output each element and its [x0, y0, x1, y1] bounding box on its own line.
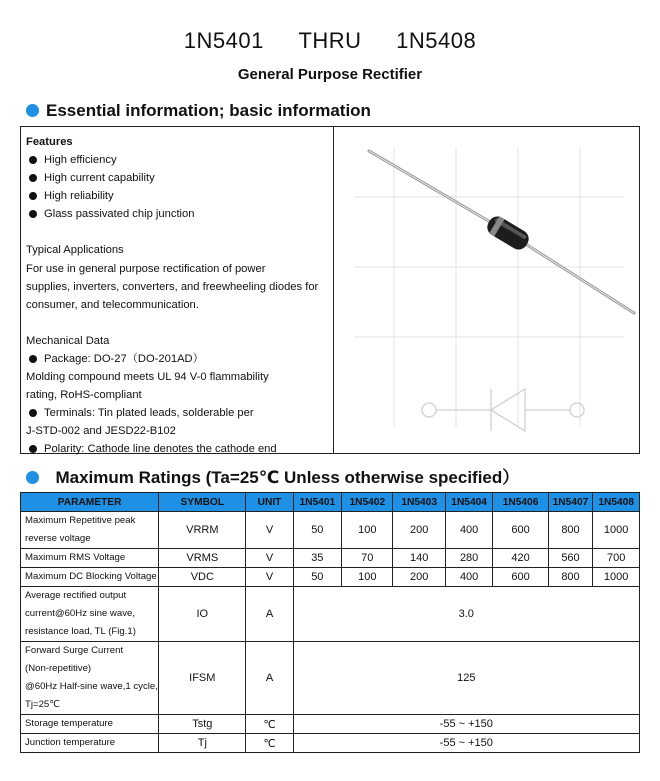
value-cell: 125: [293, 642, 639, 715]
applications-line: consumer, and telecommunication.: [26, 298, 199, 311]
table-row: [21, 549, 640, 568]
unit-cell: V: [246, 512, 293, 549]
section-title: Essential information; basic information: [46, 101, 371, 120]
param-cell: [21, 512, 159, 549]
features-heading: Features: [26, 136, 73, 148]
value-cell: 600: [493, 568, 548, 587]
value-cell: 700: [593, 549, 640, 568]
header-cell: 1N5406: [493, 493, 548, 512]
diode-body: [484, 213, 532, 253]
value-cell: 280: [445, 549, 493, 568]
applications-heading: Typical Applications: [26, 244, 124, 257]
applications-line: For use in general purpose rectification of power: [26, 262, 266, 275]
applications-line: supplies, inverters, converters, and freewheeling diodes for: [26, 280, 319, 293]
essential-info-box: [20, 126, 640, 454]
feature-item: Glass passivated chip junction: [26, 205, 331, 223]
param-line: (Non-repetitive): [25, 663, 92, 674]
value-cell: 100: [342, 512, 393, 549]
part-to: 1N5408: [396, 28, 477, 53]
thru-text: THRU: [298, 28, 362, 53]
header-cell: 1N5401: [293, 493, 342, 512]
param-line: Maximum Repetitive peak: [25, 515, 136, 526]
unit-cell: A: [246, 642, 293, 715]
feature-item: High current capability: [26, 169, 331, 187]
blue-bullet-icon: [26, 471, 39, 484]
table-header-row: [21, 493, 640, 512]
section-max-ratings-heading: [26, 463, 519, 488]
feature-item: High reliability: [26, 187, 331, 205]
section-essential-info-heading: [26, 101, 371, 121]
param-line: Average rectified output: [25, 590, 127, 601]
mechanical-heading: Mechanical Data: [26, 334, 110, 347]
value-cell: 800: [548, 512, 593, 549]
value-cell: -55 ~ +150: [293, 715, 639, 734]
document-title: [0, 28, 660, 54]
value-cell: 1000: [593, 512, 640, 549]
header-cell: SYMBOL: [159, 493, 246, 512]
param-line: @60Hz Half-sine wave,1 cycle,: [25, 681, 158, 692]
value-cell: 3.0: [293, 587, 639, 642]
value-cell: 600: [493, 512, 548, 549]
param-cell: [21, 642, 159, 715]
param-cell: Storage temperature: [21, 715, 159, 734]
header-cell: 1N5402: [342, 493, 393, 512]
header-cell: 1N5407: [548, 493, 593, 512]
value-cell: 1000: [593, 568, 640, 587]
table-row: [21, 568, 640, 587]
mechanical-polarity: Polarity: Cathode line denotes the cathode end: [26, 440, 331, 458]
table-row: [21, 734, 640, 753]
diode-illustration: [334, 127, 640, 453]
param-cell: Maximum DC Blocking Voltage: [21, 568, 159, 587]
table-row: [21, 715, 640, 734]
unit-cell: A: [246, 587, 293, 642]
mechanical-molding: Molding compound meets UL 94 V-0 flammability: [26, 371, 269, 384]
section-title: Maximum Ratings (Ta=25℃ Unless otherwise specified）: [55, 468, 520, 487]
symbol-cell: VRRM: [159, 512, 246, 549]
max-ratings-table: [20, 492, 640, 753]
value-cell: 400: [445, 568, 493, 587]
value-cell: -55 ~ +150: [293, 734, 639, 753]
param-line: resistance load, TL (Fig.1): [25, 626, 136, 637]
mechanical-molding: rating, RoHS-compliant: [26, 389, 142, 402]
mechanical-package: Package: DO-27（DO-201AD）: [26, 350, 331, 368]
unit-cell: V: [246, 549, 293, 568]
value-cell: 400: [445, 512, 493, 549]
info-text-column: [26, 133, 331, 459]
value-cell: 800: [548, 568, 593, 587]
value-cell: 140: [393, 549, 445, 568]
unit-cell: ℃: [246, 715, 293, 734]
unit-cell: V: [246, 568, 293, 587]
symbol-cell: Tj: [159, 734, 246, 753]
table-row: [21, 512, 640, 549]
header-cell: 1N5404: [445, 493, 493, 512]
feature-item: High efficiency: [26, 151, 331, 169]
param-line: reverse voltage: [25, 533, 91, 544]
part-from: 1N5401: [183, 28, 264, 53]
mechanical-terminals: J-STD-002 and JESD22-B102: [26, 425, 176, 438]
value-cell: 100: [342, 568, 393, 587]
param-cell: Junction temperature: [21, 734, 159, 753]
symbol-cell: Tstg: [159, 715, 246, 734]
blue-bullet-icon: [26, 104, 39, 117]
grid-lines: [354, 147, 624, 427]
value-cell: 560: [548, 549, 593, 568]
symbol-cell: VDC: [159, 568, 246, 587]
value-cell: 420: [493, 549, 548, 568]
param-cell: [21, 587, 159, 642]
param-cell: Maximum RMS Voltage: [21, 549, 159, 568]
symbol-cell: IFSM: [159, 642, 246, 715]
symbol-cell: IO: [159, 587, 246, 642]
diode-schematic-symbol: [422, 389, 584, 431]
value-cell: 35: [293, 549, 342, 568]
value-cell: 70: [342, 549, 393, 568]
table-row: [21, 642, 640, 715]
table-row: [21, 587, 640, 642]
header-cell: UNIT: [246, 493, 293, 512]
param-line: Forward Surge Current: [25, 645, 124, 656]
symbol-cell: VRMS: [159, 549, 246, 568]
document-subtitle: General Purpose Rectifier: [237, 66, 423, 83]
header-cell: PARAMETER: [21, 493, 159, 512]
value-cell: 200: [393, 568, 445, 587]
param-line: Tj=25℃: [25, 699, 61, 710]
param-line: current@60Hz sine wave,: [25, 608, 135, 619]
header-cell: 1N5408: [593, 493, 640, 512]
header-cell: 1N5403: [393, 493, 445, 512]
unit-cell: ℃: [246, 734, 293, 753]
value-cell: 50: [293, 512, 342, 549]
value-cell: 50: [293, 568, 342, 587]
mechanical-terminals: Terminals: Tin plated leads, solderable per: [26, 404, 331, 422]
value-cell: 200: [393, 512, 445, 549]
